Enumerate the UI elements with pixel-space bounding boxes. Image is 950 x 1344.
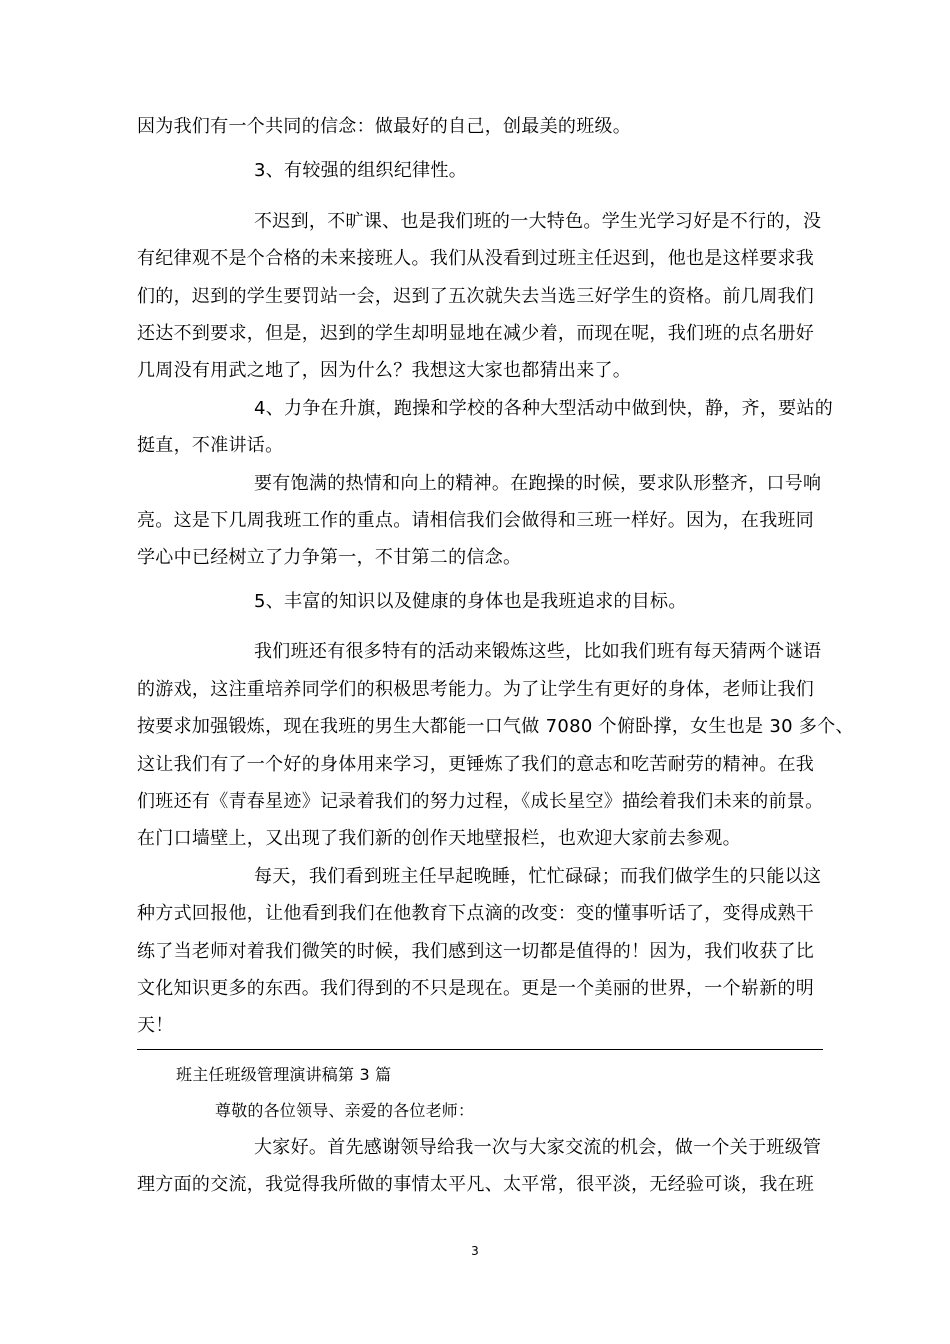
text-line: 在门口墙壁上，又出现了我们新的创作天地壁报栏，也欢迎大家前去参观。	[137, 828, 741, 849]
text-line: 们班还有《青春星迹》记录着我们的努力过程，《成长星空》描绘着我们未来的前景。	[137, 791, 824, 812]
text-line: 大家好。首先感谢领导给我一次与大家交流的机会，做一个关于班级管	[254, 1137, 822, 1158]
list-heading: 3、有较强的组织纪律性。	[254, 160, 468, 181]
text-line: 还达不到要求，但是，迟到的学生却明显地在减少着，而现在呢，我们班的点名册好	[137, 323, 815, 344]
text-line: 们的，迟到的学生要罚站一会，迟到了五次就失去当选三好学生的资格。前几周我们	[137, 286, 815, 307]
text-line: 几周没有用武之地了，因为什么？我想这大家也都猜出来了。	[137, 360, 632, 381]
text-line: 不迟到，不旷课、也是我们班的一大特色。学生光学习好是不行的，没	[254, 211, 822, 232]
text-line: 按要求加强锻炼，现在我班的男生大都能一口气做 7080 个俯卧撑，女生也是 30 多个、	[137, 716, 854, 737]
text-line: 这让我们有了一个好的身体用来学习，更锤炼了我们的意志和吃苦耐劳的精神。在我	[137, 754, 815, 775]
section-title: 班主任班级管理演讲稿第 3 篇	[176, 1065, 392, 1084]
section-divider	[137, 1049, 823, 1050]
list-heading: 4、力争在升旗，跑操和学校的各种大型活动中做到快，静，齐，要站的	[254, 398, 834, 419]
text-line: 亮。这是下几周我班工作的重点。请相信我们会做得和三班一样好。因为，在我班同	[137, 510, 815, 531]
text-line: 挺直，不准讲话。	[137, 435, 284, 456]
text-line: 种方式回报他，让他看到我们在他教育下点滴的改变：变的懂事听话了，变得成熟干	[137, 903, 815, 924]
page-number: 3	[471, 1244, 479, 1258]
text-line: 我们班还有很多特有的活动来锻炼这些，比如我们班有每天猜两个谜语	[254, 641, 822, 662]
list-heading: 5、丰富的知识以及健康的身体也是我班追求的目标。	[254, 591, 687, 612]
text-line: 理方面的交流，我觉得我所做的事情太平凡、太平常，很平淡，无经验可谈，我在班	[137, 1174, 815, 1195]
text-line: 学心中已经树立了力争第一，不甘第二的信念。	[137, 547, 522, 568]
text-line: 练了当老师对着我们微笑的时候，我们感到这一切都是值得的！因为，我们收获了比	[137, 941, 815, 962]
text-line: 因为我们有一个共同的信念：做最好的自己，创最美的班级。	[137, 116, 632, 137]
text-line: 天！	[137, 1015, 174, 1036]
text-line: 文化知识更多的东西。我们得到的不只是现在。更是一个美丽的世界，一个崭新的明	[137, 978, 815, 999]
text-line: 每天，我们看到班主任早起晚睡，忙忙碌碌；而我们做学生的只能以这	[254, 866, 822, 887]
text-line: 的游戏，这注重培养同学们的积极思考能力。为了让学生有更好的身体，老师让我们	[137, 679, 815, 700]
text-line: 要有饱满的热情和向上的精神。在跑操的时候，要求队形整齐，口号响	[254, 473, 822, 494]
salutation: 尊敬的各位领导、亲爱的各位老师：	[215, 1101, 475, 1120]
text-line: 有纪律观不是个合格的未来接班人。我们从没看到过班主任迟到，他也是这样要求我	[137, 248, 815, 269]
